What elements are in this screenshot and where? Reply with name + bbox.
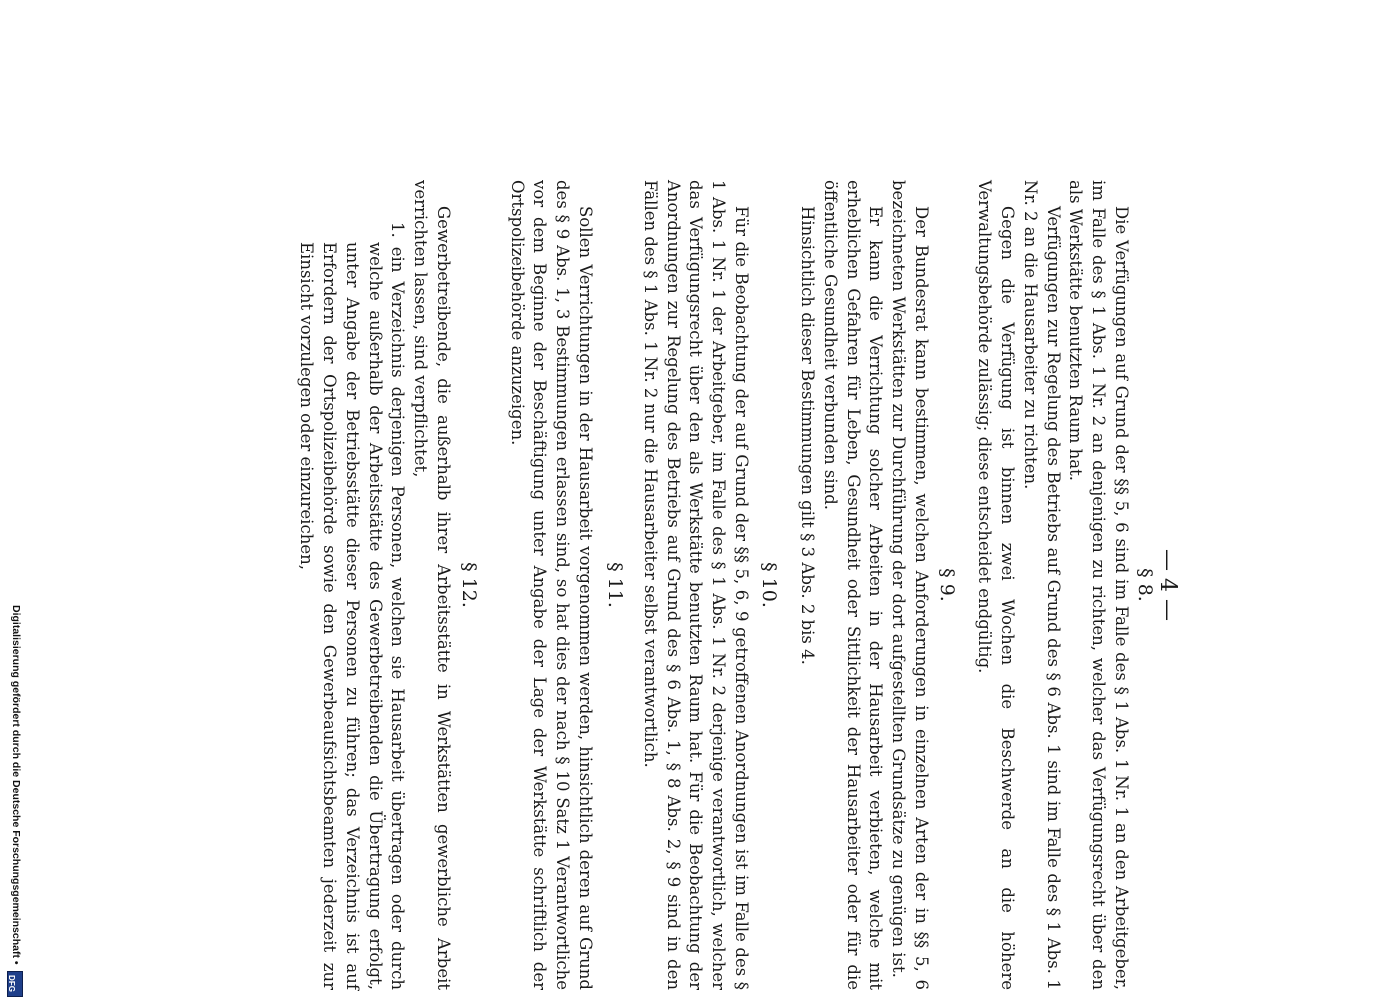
page-number: — 4 — xyxy=(1155,549,1180,621)
paragraph: Die Verfügungen auf Grund der §§ 5, 6 sind im Falle des § 1 Abs. 1 Nr. 1 an den Arbeitgeber, im Falle des § 1 Abs. 1 Nr. 2 an denjenigen zu richten, welcher das Verfügungsrecht über den als Werkstätte benutzten Raum hat. xyxy=(1066,180,1131,990)
section-heading-11: § 11. xyxy=(604,562,626,608)
paragraph: Für die Beobachtung der auf Grund der §§ 5, 6, 9 getroffenen Anordnungen ist im Falle des § 1 Abs. 1 Nr. 1 der Arbeitgeber, im Falle des § 1 Abs. 1 Nr. 2 derjenige verantwortlich, welcher das Verfügungsrecht über den als Werkstätte benutzten Raum hat. Für die Beobachtung der Anordnungen zur Regelung des Betriebs auf Grund des § 6 Abs. 1, § 8 Abs. 2, § 9 sind in den Fällen des § 1 Abs. 1 Nr. 2 nur die Hausarbeiter selbst verantwortlich. xyxy=(640,180,751,990)
section-10-text xyxy=(638,180,752,990)
section-heading-12: § 12. xyxy=(458,562,480,608)
digitization-footer xyxy=(6,605,26,995)
paragraph: Verfügungen zur Regelung des Betriebs auf Grund des § 6 Abs. 1 sind im Falle des § 1 Abs. 1 Nr. 2 an die Hausarbeiter zu richten. xyxy=(1020,180,1063,990)
paragraph: Gewerbetreibende, die außerhalb ihrer Arbeitsstätte in Werkstätten gewerbliche Arbeit verrichten lassen, sind verpflichtet, xyxy=(411,180,453,990)
section-heading-8: § 8. xyxy=(1134,568,1156,602)
paragraph: Hinsichtlich dieser Bestimmungen gilt § 3 Abs. 2 bis 4. xyxy=(798,206,818,665)
funding-notice: Digitalisierung gefördert durch die Deutsche Forschungsgemeinschaft • xyxy=(10,605,22,965)
section-8-text xyxy=(972,180,1132,990)
section-9-text xyxy=(795,180,932,990)
paragraph: Der Bundesrat kann bestimmen, welchen Anforderungen in einzelnen Arten der in §§ 5, 6 bezeichneten Werkstätten zur Durchführung der dort aufgestellten Grundsätze zu genügen ist. xyxy=(889,180,931,990)
section-heading-9: § 9. xyxy=(936,568,958,602)
list-item: 1. ein Verzeichnis derjenigen Personen, welchen sie Hausarbeit übertragen oder durch welche außerhalb der Arbeitsstätte des Gewerbetreibenden die Übertragung erfolgt, unter Angabe der Betriebsstätte dieser Personen zu führen; das Verzeichnis ist auf Erfordern der Ortspolizeibehörde sowie den Gewerbeaufsichtsbeamten jederzeit zur Einsicht vorzulegen oder einzureichen, xyxy=(297,222,408,990)
section-12-text xyxy=(294,180,454,990)
section-11-text xyxy=(505,180,596,990)
dfg-logo-text: DFG xyxy=(6,975,16,992)
paragraph: Gegen die Verfügung ist binnen zwei Wochen die Beschwerde an die höhere Verwaltungsbehörde zulässig; diese entscheidet endgültig. xyxy=(975,180,1018,990)
section-heading-10: § 10. xyxy=(758,562,780,608)
paragraph: Er kann die Verrichtung solcher Arbeiten in der Hausarbeit verbieten, welche mit erheblichen Gefahren für Leben, Gesundheit oder Sittlichkeit der Hausarbeiter oder für die öffentliche Gesundheit verbunden sind. xyxy=(820,180,886,990)
dfg-logo xyxy=(7,971,23,997)
rotated-document-page xyxy=(150,180,1180,990)
paragraph: Sollen Verrichtungen in der Hausarbeit vorgenommen werden, hinsichtlich deren auf Grund des § 9 Abs. 1, 3 Bestimmungen erlassen sind, so hat dies der nach § 10 Satz 1 Verantwortliche vor dem Beginne der Beschäftigung unter Angabe der Lage der Werkstätte schriftlich der Ortspolizeibehörde anzuzeigen. xyxy=(507,180,595,990)
